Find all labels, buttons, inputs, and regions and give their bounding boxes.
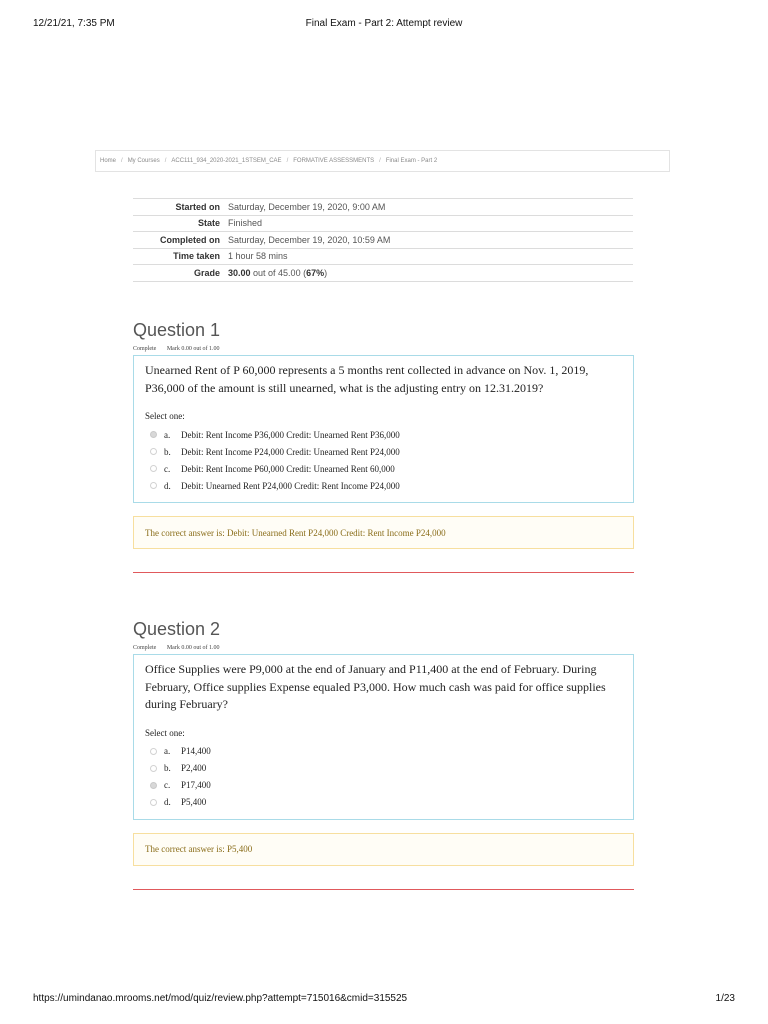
question-title: Question 2 [133,619,221,639]
question-title: Question 1 [133,320,221,340]
print-page-number: 1/23 [715,993,735,1004]
grade-out-of: out of 45.00 ( [250,267,307,278]
radio-button[interactable] [150,765,157,772]
summary-row-started [133,199,633,216]
radio-button[interactable] [150,799,157,806]
breadcrumb-my-courses-link[interactable]: My Courses [127,158,160,164]
option-letter: b. [164,763,171,773]
answer-option-d[interactable] [145,477,622,494]
answer-option-b[interactable] [145,760,622,777]
radio-button[interactable] [150,465,157,472]
option-letter: a. [164,746,171,756]
correct-answer-feedback: The correct answer is: Debit: Unearned Rent P24,000 Credit: Rent Income P24,000 [133,516,634,549]
answer-option-d[interactable] [145,794,622,811]
summary-value: Finished [224,215,633,232]
question-info [133,645,634,653]
print-datetime: 12/21/21, 7:35 PM [33,18,115,29]
question-text: Unearned Rent of P 60,000 represents a 5 months rent collected in advance on Nov. 1, 2019, P36,000 of the amount is still unearned, what is the adjusting entry on 12.31.2019? [145,363,589,395]
summary-row-time [133,248,633,265]
option-letter: d. [164,480,171,491]
question-text: Office Supplies were P9,000 at the end of January and P11,400 at the end of February. During February, Office supplies Expense equaled P3,000. How much cash was paid for office supplies during February? [145,662,606,711]
option-letter: a. [164,429,171,440]
answer-option-b[interactable] [145,443,622,460]
breadcrumb [95,150,670,172]
radio-button[interactable] [150,482,157,489]
question-2 [133,618,634,890]
option-text: Debit: Rent Income P60,000 Credit: Unearned Rent 60,000 [181,463,395,474]
print-url: https://umindanao.mrooms.net/mod/quiz/review.php?attempt=715016&cmid=315525 [33,993,408,1004]
answer-options [145,743,622,811]
answer-option-a[interactable] [145,426,622,443]
grade-close: ) [324,267,328,278]
option-letter: c. [164,780,171,790]
question-info [133,346,634,354]
select-one-label: Select one: [145,727,185,738]
summary-row-completed [133,232,633,249]
correct-answer-feedback: The correct answer is: P5,400 [133,833,634,866]
summary-row-state [133,215,633,232]
option-letter: c. [164,463,171,474]
question-status: Complete [133,346,157,352]
breadcrumb-separator: / [379,158,381,164]
question-content-box [133,654,634,820]
option-letter: d. [164,797,171,807]
summary-label: State [133,215,224,232]
question-mark: Mark 0.00 out of 1.00 [166,346,220,352]
option-text: P5,400 [181,797,207,807]
select-one-label: Select one: [145,411,185,421]
summary-label: Started on [133,199,224,216]
summary-label: Completed on [133,232,224,249]
breadcrumb-course-link[interactable]: ACC111_934_2020-2021_1STSEM_CAE [171,158,282,164]
radio-button-selected[interactable] [150,782,157,789]
option-text: P17,400 [181,780,211,790]
summary-value: Saturday, December 19, 2020, 10:59 AM [224,232,633,249]
summary-row-grade [133,265,633,282]
radio-button-selected[interactable] [150,431,157,438]
radio-button[interactable] [150,748,157,755]
summary-value: 1 hour 58 mins [224,248,633,265]
grade-score: 30.00 [228,267,251,278]
breadcrumb-section-link[interactable]: FORMATIVE ASSESSMENTS [293,158,375,164]
summary-label: Time taken [133,248,224,265]
breadcrumb-separator: / [286,158,289,164]
attempt-summary-table [133,198,633,282]
summary-label: Grade [133,265,224,282]
breadcrumb-home-link[interactable]: Home [100,158,117,164]
option-text: P14,400 [181,746,211,756]
option-text: P2,400 [181,763,207,773]
answer-options [145,426,622,494]
breadcrumb-separator: / [164,158,167,164]
question-mark: Mark 0.00 out of 1.00 [166,645,220,651]
grade-percent: 67% [306,267,325,278]
option-text: Debit: Unearned Rent P24,000 Credit: Rent Income P24,000 [181,480,400,491]
radio-button[interactable] [150,448,157,455]
answer-option-c[interactable] [145,777,622,794]
question-content-box [133,355,634,503]
option-text: Debit: Rent Income P24,000 Credit: Unearned Rent P24,000 [181,446,400,457]
question-divider [133,572,634,573]
summary-value: Saturday, December 19, 2020, 9:00 AM [224,199,633,216]
breadcrumb-separator: / [121,158,123,164]
grade-value [224,265,633,282]
option-text: Debit: Rent Income P36,000 Credit: Unearned Rent P36,000 [181,429,400,440]
answer-option-a[interactable] [145,743,622,760]
question-status: Complete [133,645,157,651]
breadcrumb-quiz-link[interactable]: Final Exam - Part 2 [385,158,438,164]
answer-option-c[interactable] [145,460,622,477]
print-document-title: Final Exam - Part 2: Attempt review [305,18,463,29]
option-letter: b. [164,446,171,457]
question-divider [133,889,634,890]
question-1 [133,319,634,573]
